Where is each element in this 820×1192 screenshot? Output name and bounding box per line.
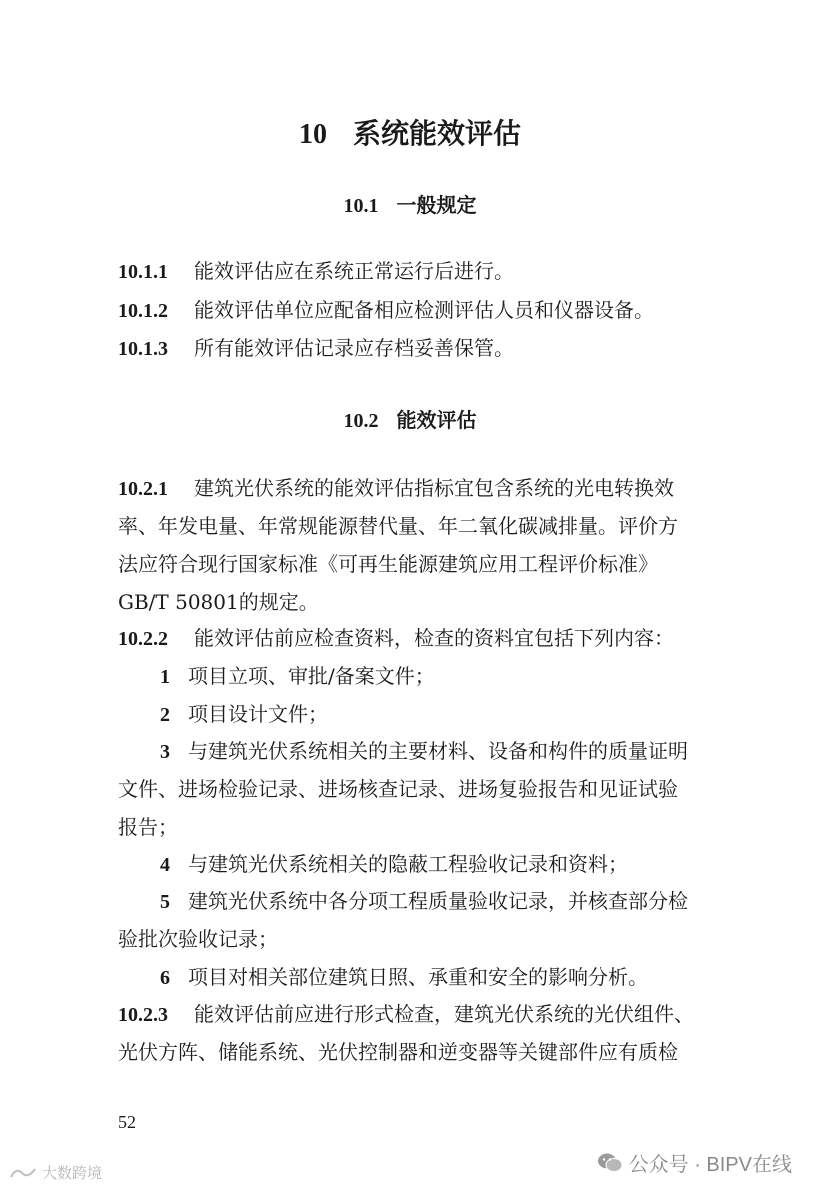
chapter-number: 10 [298,119,327,150]
clause-10-2-3: 10.2.3 能效评估前应进行形式检查，建筑光伏系统的光伏组件、 [118,1002,694,1026]
clause-10-1-1: 10.1.1 能效评估应在系统正常运行后进行。 [118,259,514,283]
clause-10-2-2: 10.2.2 能效评估前应检查资料，检查的资料宜包括下列内容： [118,626,674,650]
clause-10-1-2: 10.1.2 能效评估单位应配备相应检测评估人员和仪器设备。 [118,298,654,322]
list-item: 3 与建筑光伏系统相关的主要材料、设备和构件的质量证明 [160,739,688,763]
section-heading: 10.1 一般规定 [343,193,477,217]
paragraph-line: 报告； [118,815,178,839]
page-number: 52 [118,1112,136,1132]
watermark-account [597,1148,792,1177]
paragraph-line: 率、年发电量、年常规能源替代量、年二氧化碳减排量。评价方 [118,514,678,538]
list-item: 6 项目对相关部位建筑日照、承重和安全的影响分析。 [160,965,648,989]
list-item: 2 项目设计文件； [160,702,328,726]
clause-10-2-1: 10.2.1 建筑光伏系统的能效评估指标宜包含系统的光电转换效 [118,476,674,500]
list-item: 4 与建筑光伏系统相关的隐蔽工程验收记录和资料； [160,852,628,876]
brand-logo-icon [8,1165,38,1181]
watermark-text: 公众号 · BIPV在线 [628,1154,792,1176]
section-heading: 10.2 能效评估 [343,408,477,432]
watermark-brand [8,1162,102,1183]
list-item: 1 项目立项、审批/备案文件； [160,664,435,688]
chapter-title-text: 系统能效评估 [352,117,521,150]
paragraph-line: 验批次验收记录； [118,927,278,951]
paragraph-line: 法应符合现行国家标准《可再生能源建筑应用工程评价标准》 [118,552,658,576]
watermark-brand-text: 大数跨境 [42,1165,103,1182]
paragraph-line: 文件、进场检验记录、进场核查记录、进场复验报告和见证试验 [118,777,678,801]
wechat-icon [597,1152,623,1174]
list-item: 5 建筑光伏系统中各分项工程质量验收记录，并核查部分检 [160,889,688,913]
chapter-title [0,112,820,152]
paragraph-line: 光伏方阵、储能系统、光伏控制器和逆变器等关键部件应有质检 [118,1040,678,1064]
paragraph-line: GB/T 50801的规定。 [118,590,319,614]
clause-10-1-3: 10.1.3 所有能效评估记录应存档妥善保管。 [118,336,514,360]
